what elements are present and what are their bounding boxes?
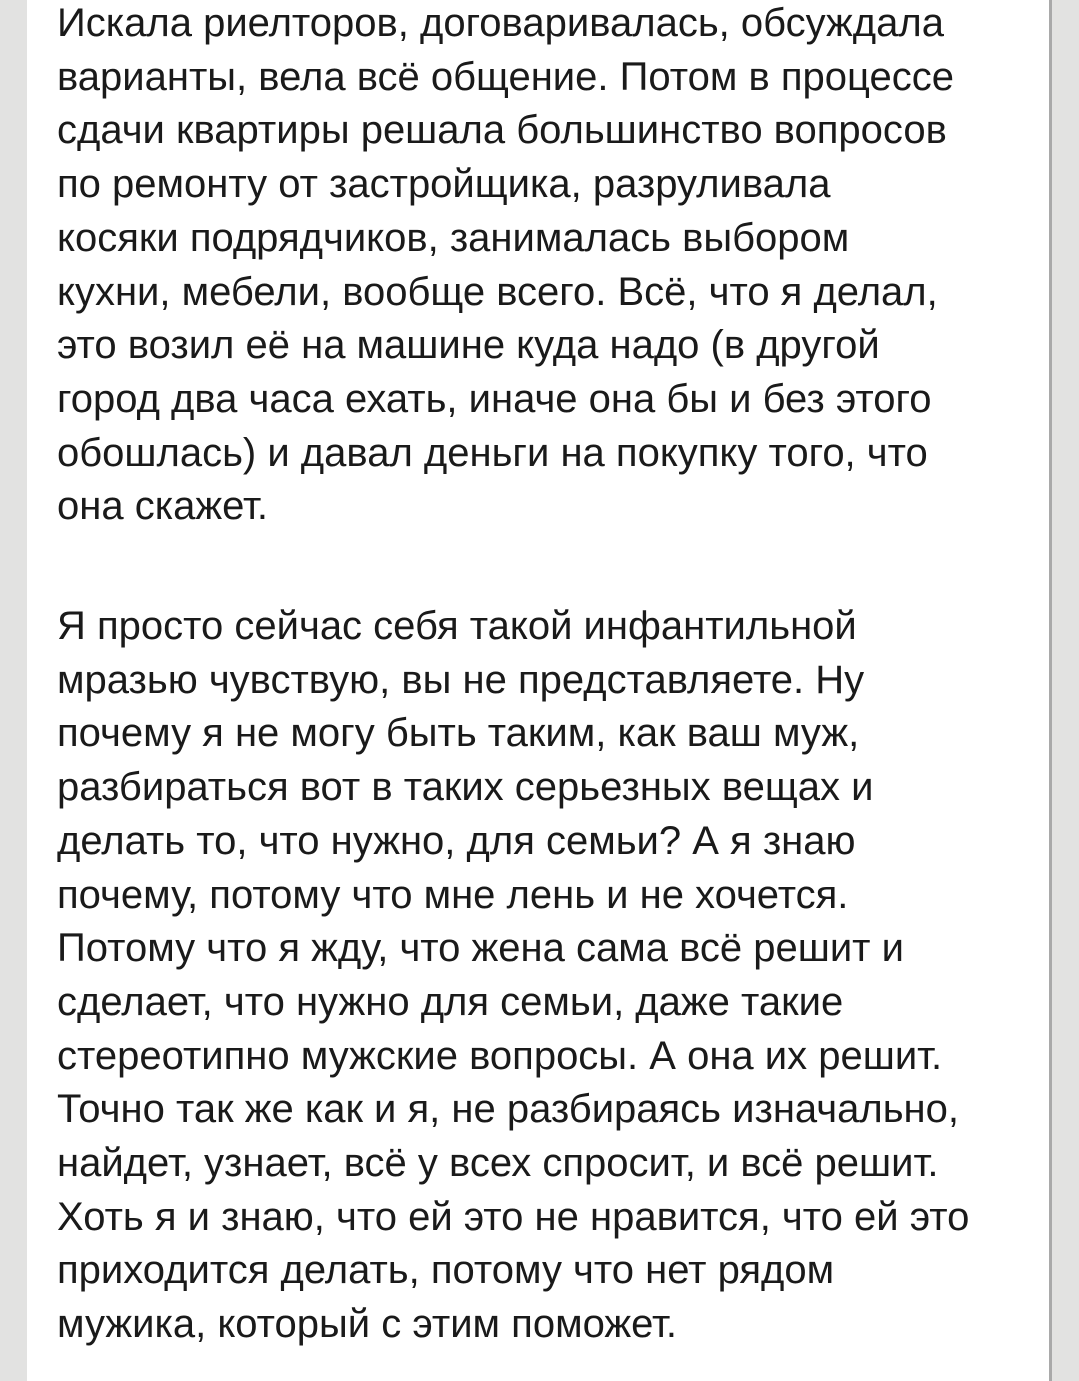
- text-line: Потому что я жду, что жена сама всё решит и: [57, 926, 904, 971]
- text-line: сдачи квартиры решала большинство вопросов: [57, 108, 947, 153]
- right-margin-gutter: [1049, 0, 1079, 1381]
- text-line: сделает, что нужно для семьи, даже такие: [57, 979, 844, 1024]
- text-line: приходится делать, потому что нет рядом: [57, 1248, 835, 1293]
- text-line: стереотипно мужские вопросы. А она их решит.: [57, 1033, 943, 1078]
- text-line: обошлась) и давал деньги на покупку того, что: [57, 430, 928, 475]
- text-line: Я просто сейчас себя такой инфантильной: [57, 604, 857, 649]
- text-line: косяки подрядчиков, занималась выбором: [57, 215, 850, 260]
- text-line: найдет, узнает, всё у всех спросит, и всё решит.: [57, 1141, 939, 1186]
- text-line: Точно так же как и я, не разбираясь изначально,: [57, 1087, 959, 1132]
- text-line: она скажет.: [57, 484, 268, 529]
- text-line: город два часа ехать, иначе она бы и без этого: [57, 376, 932, 421]
- paragraph-2: [57, 600, 1049, 1352]
- text-line: мразью чувствую, вы не представляете. Ну: [57, 657, 865, 702]
- text-line: Искала риелторов, договаривалась, обсуждала: [57, 1, 944, 45]
- text-line: по ремонту от застройщика, разруливала: [57, 162, 831, 207]
- text-line: это возил её на машине куда надо (в другой: [57, 323, 880, 368]
- text-line: кухни, мебели, вообще всего. Всё, что я делал,: [57, 269, 938, 314]
- text-line: мужика, который с этим поможет.: [57, 1302, 678, 1347]
- text-line: разбираться вот в таких серьезных вещах и: [57, 765, 874, 810]
- text-line: делать то, что нужно, для семьи? А я знаю: [57, 818, 856, 863]
- post-text-content: [57, 0, 1049, 1352]
- text-line: варианты, вела всё общение. Потом в процессе: [57, 54, 954, 99]
- paragraph-1: [57, 0, 1049, 534]
- text-line: почему, потому что мне лень и не хочется.: [57, 872, 849, 917]
- left-margin-gutter: [0, 0, 27, 1381]
- text-line: Хоть я и знаю, что ей это не нравится, что ей это: [57, 1194, 970, 1239]
- text-line: почему я не могу быть таким, как ваш муж,: [57, 711, 860, 756]
